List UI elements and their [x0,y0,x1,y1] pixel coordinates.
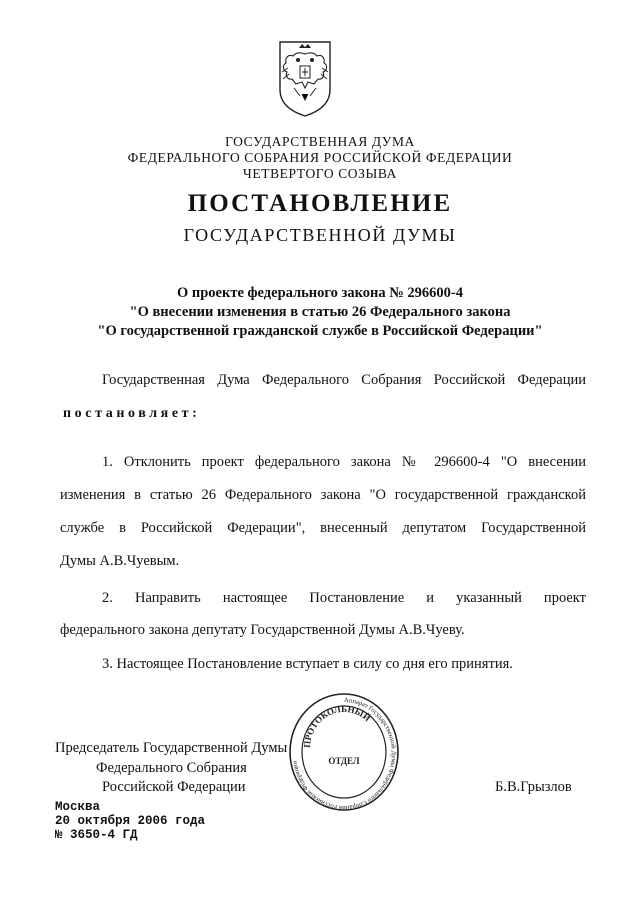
subject-line-2: "О внесении изменения в статью 26 Федерального закона [129,304,511,320]
footer-place: Москва [55,800,101,814]
subject-line-3: "О государственной гражданской службе в Российской Федерации" [97,323,543,339]
paragraph-3: 3. Настоящее Постановление вступает в силу со дня его принятия. [102,656,513,672]
paragraph-1-line-2: изменения в статью 26 Федерального закона "О государственной гражданской [60,487,586,503]
stamp-center-text: ОТДЕЛ [328,756,360,766]
paragraph-1-line-3: службе в Российской Федерации", внесенный депутатом Государственной [60,520,586,536]
header-line-convocation: ЧЕТВЕРТОГО СОЗЫВА [243,166,397,181]
paragraph-2-line-2: федерального закона депутату Государственной Думы А.В.Чуеву. [60,622,465,638]
signatory-name: Б.В.Грызлов [495,779,572,795]
state-emblem-icon [276,38,334,118]
footer-date: 20 октября 2006 года [55,814,206,828]
signatory-title-line-2: Федерального Собрания [96,760,247,776]
stamp-inner-text: ПРОТОКОЛЬНЫЙ [301,704,373,749]
stamp-outer-text: Аппарат Государственной Думы Федерального Собрания Российской Федерации [291,696,397,812]
resolves-word: постановляет: [63,406,201,421]
document-title: ПОСТАНОВЛЕНИЕ [187,190,453,217]
subject-line-1: О проекте федерального закона № 296600-4 [176,285,464,301]
footer-registration-number: № 3650-4 ГД [55,828,138,842]
signatory-title-line-1: Председатель Государственной Думы [55,740,288,756]
paragraph-1-line-4: Думы А.В.Чуевым. [60,553,180,569]
header-line-duma: ГОСУДАРСТВЕННАЯ ДУМА [225,134,415,149]
signatory-title-line-3: Российской Федерации [102,779,246,795]
header-line-assembly: ФЕДЕРАЛЬНОГО СОБРАНИЯ РОССИЙСКОЙ ФЕДЕРАЦИИ [127,150,513,165]
preamble-text: Государственная Дума Федерального Собрания Российской Федерации [102,372,586,388]
document-subtitle: ГОСУДАРСТВЕННОЙ ДУМЫ [183,225,457,245]
paragraph-2-line-1: 2. Направить настоящее Постановление и указанный проект [102,590,586,606]
paragraph-1-line-1: 1. Отклонить проект федерального закона № 296600-4 "О внесении [102,454,586,470]
seal-stamp-icon [288,690,400,812]
